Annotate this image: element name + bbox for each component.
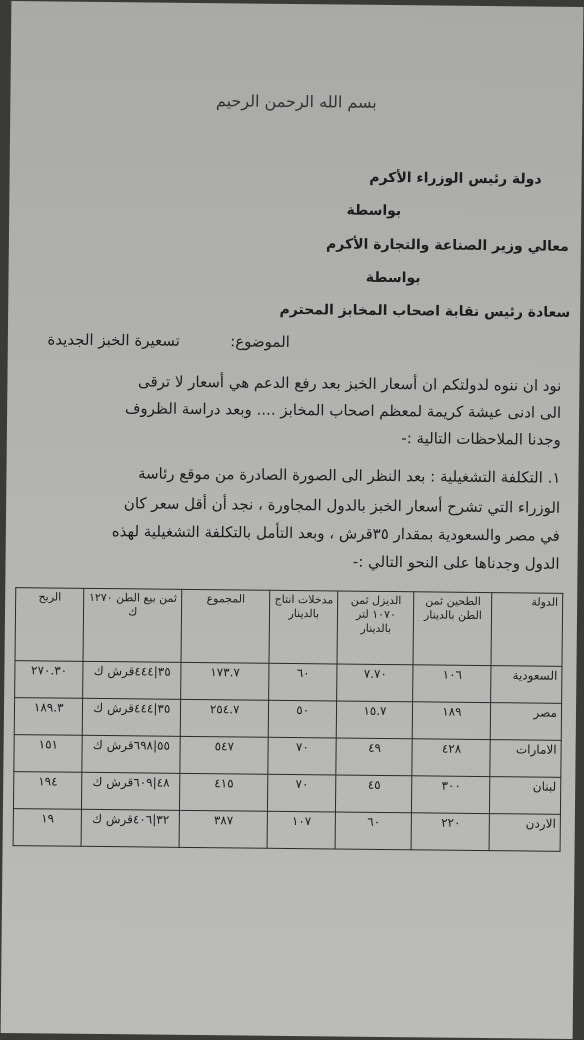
cell-profit: ١٨٩.٣: [14, 698, 83, 736]
header-country: الدولة: [491, 593, 562, 667]
basmala: بسم الله الرحمن الرحيم: [215, 91, 377, 112]
cell-price: ٣٢|٤٠٦قرش ك: [81, 809, 179, 847]
header-inputs: مدخلات انتاج بالدينار: [269, 590, 338, 664]
header-price: ثمن بيع الطن ١٢٧٠ ك: [83, 588, 182, 662]
cell-flour: ٤٢٨: [412, 739, 490, 777]
cell-profit: ٢٧٠.٣٠: [15, 661, 84, 699]
cell-diesel: ٧.٧٠: [337, 664, 413, 702]
cell-diesel: ٤٥: [336, 775, 412, 813]
header-total: المجموع: [181, 589, 270, 663]
paragraph1-line: وجدنا الملاحظات التالية :-: [401, 429, 561, 449]
cell-price: ٣٥|٤٤٤قرش ك: [83, 698, 181, 736]
cell-price: ٣٥|٤٤٤قرش ك: [83, 661, 181, 699]
header-profit: الربح: [15, 588, 84, 662]
paragraph2-line: الدول وجدناها على النحو التالي :-: [352, 552, 560, 573]
paragraph2-line: في مصر والسعودية بمقدار ٣٥قرش ، وبعد التأمل بالتكلفة التشغيلية لهذه: [111, 522, 560, 545]
subject-label: الموضوع:: [230, 332, 290, 351]
cell-inputs: ٥٠: [268, 700, 337, 738]
cell-country: الاردن: [490, 814, 561, 852]
table-row: [13, 809, 560, 852]
cell-total: ٥٤٧: [180, 736, 268, 774]
paragraph1-line: نود ان ننوه لدولتكم ان أسعار الخبز بعد رفع الدعم هي أسعار لا ترقى: [137, 372, 562, 395]
addressee: دولة رئيس الوزراء الأكرم: [369, 169, 542, 188]
table-header-row: [15, 588, 563, 667]
cell-inputs: ١٠٧: [267, 811, 336, 849]
cell-profit: ١٥١: [14, 735, 83, 773]
table-row: [15, 661, 562, 704]
cell-country: الامارات: [490, 740, 561, 778]
table-row: [14, 735, 561, 778]
cell-inputs: ٦٠: [269, 663, 338, 701]
cell-flour: ١٠٦: [413, 665, 491, 703]
header-diesel: الديزل ثمن ١٠٧٠ لتر بالدينار: [337, 591, 414, 665]
cell-price: ٥٥|٦٩٨قرش ك: [82, 735, 180, 773]
cell-total: ٢٥٤.٧: [180, 699, 268, 737]
paragraph2-line: ١. التكلفة التشغيلية : بعد النظر الى الصورة الصادرة من موقع رئاسة: [137, 464, 561, 487]
table-row: [14, 698, 561, 741]
cell-flour: ١٨٩: [413, 702, 491, 740]
cell-country: مصر: [491, 703, 562, 741]
cell-flour: ٢٢٠: [411, 813, 489, 851]
cell-total: ٤١٥: [180, 773, 268, 811]
cell-profit: ١٩: [13, 809, 82, 847]
cost-table: [13, 587, 564, 852]
paragraph1-line: الى ادنى عيشة كريمة لمعظم اصحاب المخابز .... وبعد دراسة الظروف: [124, 399, 562, 422]
cell-diesel: ١٥.٧: [337, 701, 413, 739]
document-page: [1, 1, 584, 1039]
paragraph2-line: الوزراء التي تشرح أسعار الخبز بالدول المجاورة ، نجد أن أقل سعر كان: [123, 494, 561, 517]
cell-total: ٣٨٧: [179, 810, 267, 848]
header-flour: الطحين ثمن الطن بالدينار: [413, 592, 492, 666]
subject-text: تسعيرة الخبز الجديدة: [47, 330, 180, 350]
cell-total: ١٧٣.٧: [181, 662, 269, 700]
cell-price: ٤٨|٦٠٩قرش ك: [82, 772, 180, 810]
via-line-2: بواسطة: [365, 269, 421, 287]
cell-inputs: ٧٠: [268, 737, 337, 775]
table-row: [13, 772, 560, 815]
cell-country: السعودية: [491, 666, 562, 704]
via-line-1: بواسطة: [346, 202, 402, 220]
minister-line: معالي وزير الصناعة والتجارة الأكرم: [325, 236, 569, 255]
cell-inputs: ٧٠: [268, 774, 337, 812]
union-head-line: سعادة رئيس نقابة اصحاب المخابز المحترم: [279, 301, 571, 321]
cell-flour: ٣٠٠: [412, 776, 490, 814]
cell-country: لبنان: [490, 777, 561, 815]
cell-diesel: ٤٩: [336, 738, 412, 776]
cell-diesel: ٦٠: [336, 812, 412, 850]
cell-profit: ١٩٤: [13, 772, 82, 810]
